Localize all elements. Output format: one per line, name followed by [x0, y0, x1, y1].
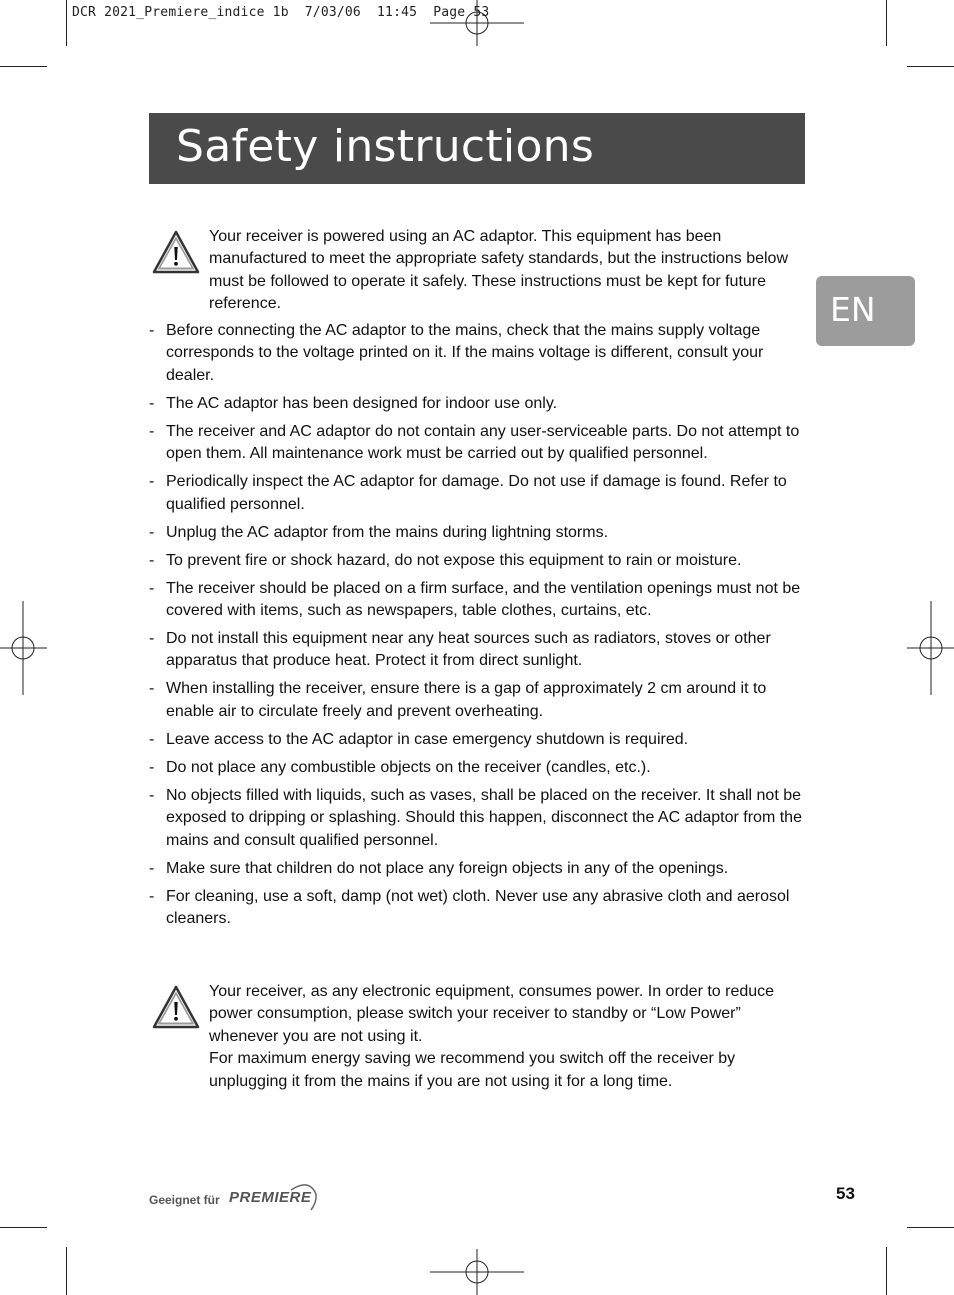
warning-text-paragraph-1: Your receiver, as any electronic equipment, consumes power. In order to reduce power consumption, please switch your receiver to standby or “Low Power” whenever you are not using it. — [209, 983, 775, 1045]
print-slug-line: DCR 2021_Premiere_indice 1b 7/03/06 11:45 Page 53 — [72, 5, 490, 20]
registration-mark-bottom — [430, 1249, 524, 1295]
language-tab — [816, 276, 915, 346]
list-item: - The AC adaptor has been designed for indoor use only. — [149, 393, 809, 415]
list-item: - No objects filled with liquids, such as vases, shall be placed on the receiver. It shall not be exposed to dripping or splashing. Should this happen, disconnect the AC adaptor from the mains and consult qualified personnel. — [149, 785, 809, 852]
warning-text: Your receiver is powered using an AC adaptor. This equipment has been manufactured to meet the appropriate safety standards, but the instructions below must be followed to operate it safely. These instructions must be kept for future reference. — [209, 228, 788, 313]
list-item: - Periodically inspect the AC adaptor for damage. Do not use if damage is found. Refer to qualified personnel. — [149, 471, 809, 516]
page-number: 53 — [836, 1184, 855, 1203]
warning-text-paragraph-2: For maximum energy saving we recommend you switch off the receiver by unplugging it from the mains if you are not using it for a long time. — [209, 1050, 736, 1090]
premiere-logo — [149, 1180, 349, 1214]
language-tab-label: EN — [830, 290, 876, 329]
list-item: - Make sure that children do not place any foreign objects in any of the openings. — [149, 858, 809, 880]
list-item: - When installing the receiver, ensure there is a gap of approximately 2 cm around it to enable air to circulate freely and prevent overheating. — [149, 678, 809, 723]
warning-triangle-icon — [152, 230, 200, 274]
list-item: - Do not install this equipment near any heat sources such as radiators, stoves or other apparatus that produce heat. Protect it from direct sunlight. — [149, 628, 809, 673]
list-item: - Before connecting the AC adaptor to the mains, check that the mains supply voltage corresponds to the voltage printed on it. If the mains voltage is different, consult your dealer. — [149, 320, 809, 387]
list-item: - For cleaning, use a soft, damp (not wet) cloth. Never use any abrasive cloth and aerosol cleaners. — [149, 886, 809, 931]
list-item: - Do not place any combustible objects on the receiver (candles, etc.). — [149, 757, 809, 779]
warning-triangle-icon — [152, 985, 200, 1029]
registration-mark-left — [0, 601, 47, 695]
list-item: - The receiver should be placed on a firm surface, and the ventilation openings must not be covered with items, such as newspapers, table clothes, curtains, etc. — [149, 578, 809, 623]
list-item: - The receiver and AC adaptor do not contain any user-serviceable parts. Do not attempt to open them. All maintenance work must be carried out by qualified personnel. — [149, 421, 809, 466]
list-item: - Leave access to the AC adaptor in case emergency shutdown is required. — [149, 729, 809, 751]
logo-brand: PREMIERE — [229, 1189, 312, 1206]
logo-swoosh-icon — [289, 1180, 319, 1214]
list-item: - To prevent fire or shock hazard, do not expose this equipment to rain or moisture. — [149, 550, 809, 572]
logo-prefix: Geeignet für — [149, 1193, 220, 1207]
list-item: - Unplug the AC adaptor from the mains during lightning storms. — [149, 522, 809, 544]
safety-instructions-list — [149, 320, 809, 936]
registration-mark-top — [430, 0, 524, 46]
title-bar — [149, 113, 805, 184]
page-title: Safety instructions — [176, 121, 595, 172]
registration-mark-right — [907, 601, 954, 695]
